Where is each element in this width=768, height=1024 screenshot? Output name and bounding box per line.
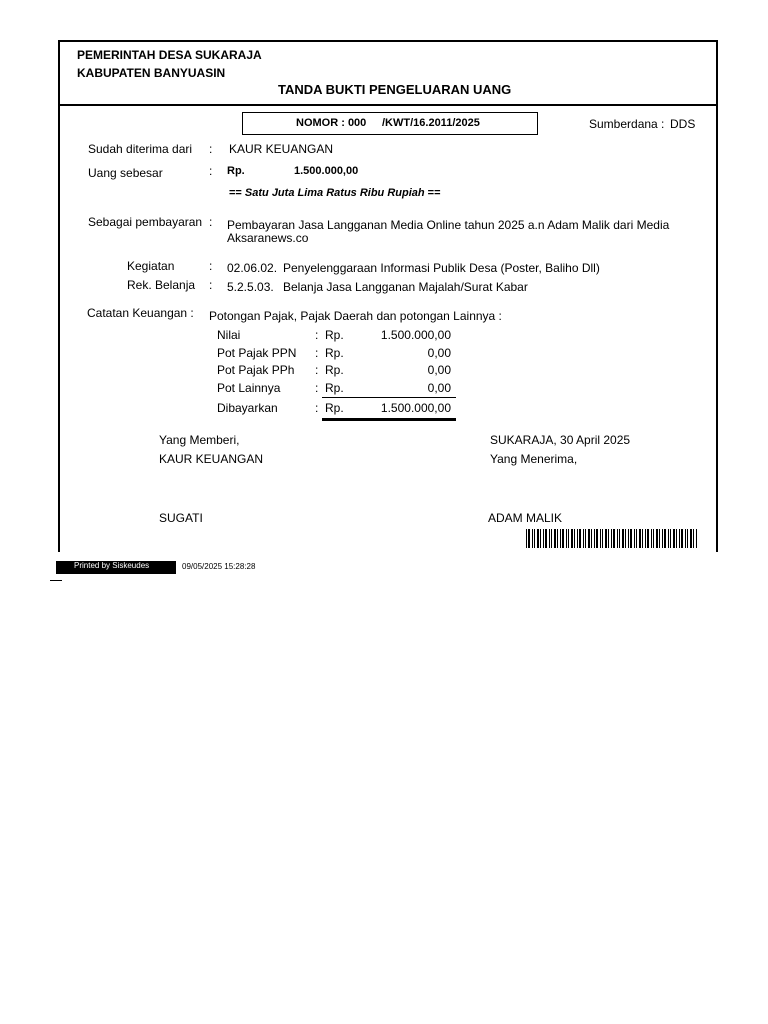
printed-at: 09/05/2025 15:28:28 (182, 562, 256, 571)
colon: : (315, 381, 319, 395)
printed-by-badge (56, 561, 176, 574)
row-label: Dibayarkan (217, 401, 278, 415)
receiver-name: ADAM MALIK (488, 511, 563, 525)
colon: : (209, 278, 213, 292)
kegiatan-label: Kegiatan (127, 259, 175, 273)
catatan-label: Catatan Keuangan : (87, 306, 194, 320)
belanja-label: Rek. Belanja (127, 278, 196, 292)
terbilang-suffix: == (427, 187, 441, 199)
diterima-value: KAUR KEUANGAN (229, 142, 334, 156)
pembayaran-line2: Aksaranews.co (227, 231, 309, 245)
sum-line (322, 397, 456, 398)
diterima-label: Sudah diterima dari (88, 142, 193, 156)
row-label: Nilai (217, 328, 241, 342)
row-amount: 1.500.000,00 (380, 328, 451, 342)
nomor-suffix: /KWT/16.2011/2025 (382, 117, 480, 129)
corner-mark (50, 580, 62, 581)
giver-line2: KAUR KEUANGAN (159, 452, 264, 466)
colon: : (315, 401, 319, 415)
giver-line1: Yang Memberi, (159, 433, 240, 447)
colon: : (315, 363, 319, 377)
org-line2: KABUPATEN BANYUASIN (77, 66, 226, 80)
terbilang (229, 187, 441, 199)
terbilang-text: Satu Juta Lima Ratus Ribu Rupiah (244, 187, 425, 199)
printed-by-text: Printed by Siskeudes (74, 561, 150, 570)
pembayaran-label: Sebagai pembayaran (88, 215, 203, 229)
row-label: Pot Lainnya (217, 381, 281, 395)
row-amount: 1.500.000,00 (380, 401, 451, 415)
uang-currency: Rp. (227, 165, 245, 177)
uang-value: 1.500.000,00 (294, 165, 359, 177)
row-currency: Rp. (325, 346, 344, 360)
total-double-line (322, 418, 456, 421)
colon: : (209, 259, 213, 273)
colon: : (209, 215, 213, 229)
belanja-code: 5.2.5.03. (227, 280, 274, 294)
colon: : (209, 164, 213, 178)
giver-name: SUGATI (159, 511, 203, 525)
header-divider (58, 104, 716, 106)
sumberdana-value: DDS (670, 117, 696, 131)
document-title: TANDA BUKTI PENGELUARAN UANG (278, 82, 512, 97)
colon: : (209, 142, 213, 156)
belanja-value: Belanja Jasa Langganan Majalah/Surat Kabar (283, 280, 528, 294)
uang-label: Uang sebesar (88, 166, 163, 180)
colon: : (315, 328, 319, 342)
row-currency: Rp. (325, 381, 344, 395)
row-currency: Rp. (325, 328, 344, 342)
barcode-image (526, 529, 698, 548)
row-label: Pot Pajak PPN (217, 346, 297, 360)
receiver-line: Yang Menerima, (490, 452, 578, 466)
colon: : (315, 346, 319, 360)
pembayaran-line1: Pembayaran Jasa Langganan Media Online tahun 2025 a.n Adam Malik dari Media (227, 218, 670, 232)
row-amount: 0,00 (427, 363, 451, 377)
kegiatan-value: Penyelenggaraan Informasi Publik Desa (Poster, Baliho Dll) (283, 261, 600, 275)
row-currency: Rp. (325, 401, 344, 415)
kegiatan-code: 02.06.02. (227, 261, 278, 275)
place-date: SUKARAJA, 30 April 2025 (490, 433, 631, 447)
catatan-desc: Potongan Pajak, Pajak Daerah dan potongan Lainnya : (209, 309, 502, 323)
row-amount: 0,00 (427, 381, 451, 395)
row-label: Pot Pajak PPh (217, 363, 295, 377)
row-currency: Rp. (325, 363, 344, 377)
sumberdana-label: Sumberdana : (589, 117, 665, 131)
org-line1: PEMERINTAH DESA SUKARAJA (77, 48, 262, 62)
nomor-label: NOMOR : 000 (296, 117, 367, 129)
terbilang-prefix: == (229, 187, 242, 199)
row-amount: 0,00 (427, 346, 451, 360)
